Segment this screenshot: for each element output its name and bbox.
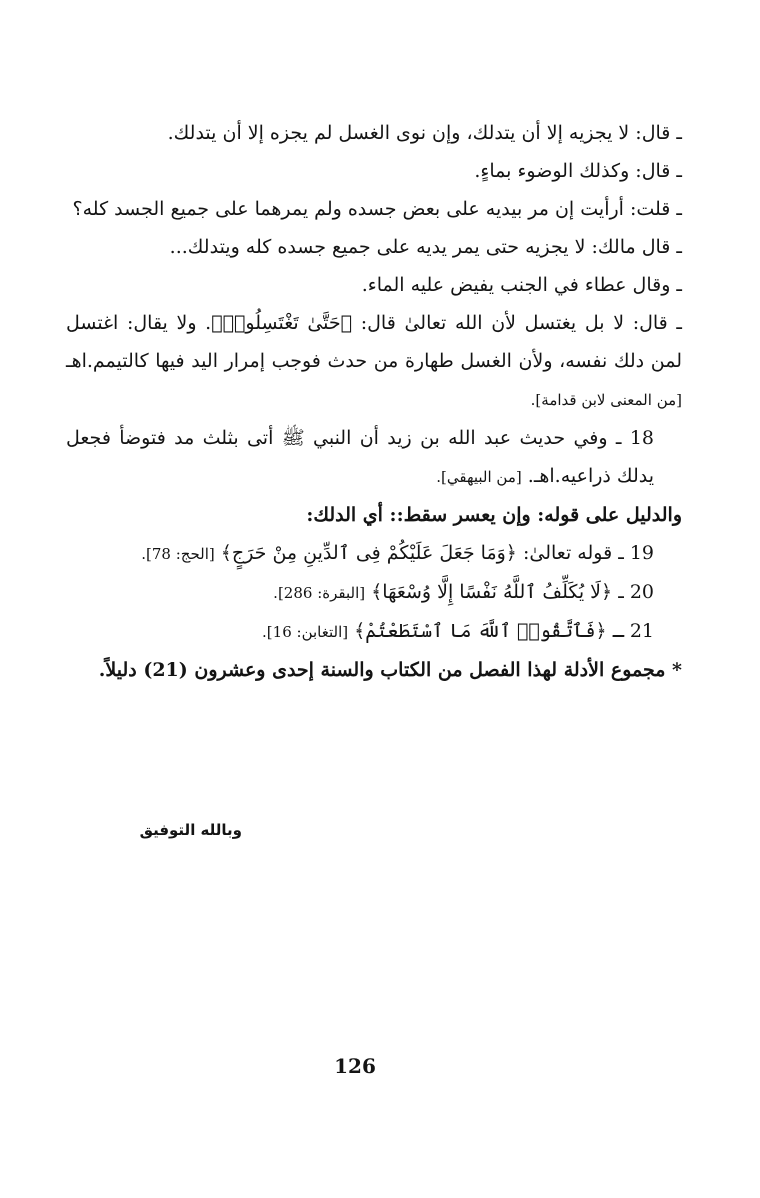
- evidence-item-19-source: [الحج: 78].: [141, 545, 215, 563]
- paragraph-2: ـ قال: وكذلك الوضوء بماءٍ.: [474, 160, 682, 182]
- paragraph-6-source: [من المعنى لابن قدامة].: [530, 391, 682, 409]
- paragraph-1: ـ قال: لا يجزيه إلا أن يتدلك، وإن نوى الغسل لم يجزه إلا أن يتدلك.: [167, 122, 682, 144]
- evidence-item-20-text: 20 ـ ﴿لَا يُكَلِّفُ ٱللَّهُ نَفْسًا إِلَّا وُسْعَهَا﴾: [371, 581, 654, 603]
- paragraph-6: [66, 304, 682, 419]
- paragraph-7-text: 18 ـ وفي حديث عبد الله بن زيد أن النبي ﷺ أتى بثلث مد فتوضأ فجعل يدلك ذراعيه.اهـ.: [66, 427, 654, 487]
- evidence-item-21: [66, 612, 682, 651]
- paragraph-7-source: [من البيهقي].: [436, 468, 522, 486]
- paragraph-3: ـ قلت: أرأيت إن مر بيديه على بعض جسده ولم يمرهما على جميع الجسد كله؟: [72, 198, 682, 220]
- paragraph-6-text: ـ قال: لا بل يغتسل لأن الله تعالىٰ قال: ﴿حَتَّىٰ تَغْتَسِلُوا۟﴾. ولا يقال: اغتسل لمن دلك نفسه، ولأن الغسل طهارة من حدث فوجب إمرار اليد فيها كالتيمم.اهـ: [66, 312, 682, 372]
- evidence-item-20: [66, 573, 682, 612]
- paragraph-5: ـ وقال عطاء في الجنب يفيض عليه الماء.: [361, 274, 682, 296]
- evidence-item-19: [66, 534, 682, 573]
- paragraph-4: ـ قال مالك: لا يجزيه حتى يمر يديه على جميع جسده كله ويتدلك...: [169, 236, 682, 258]
- evidence-item-21-text: 21 ـ ﴿فَٱتَّقُوا۟ ٱللَّهَ مَا ٱسْتَطَعْتُمْ﴾: [354, 620, 654, 642]
- page-number: 126: [334, 1054, 376, 1078]
- evidence-item-20-source: [البقرة: 286].: [273, 584, 366, 602]
- main-text: [66, 114, 682, 689]
- evidence-heading: والدليل على قوله: وإن يعسر سقط:: أي الدلك:: [306, 504, 682, 526]
- evidence-summary: * مجموع الأدلة لهذا الفصل من الكتاب والسنة إحدى وعشرون (21) دليلاً.: [98, 659, 682, 681]
- evidence-item-19-text: 19 ـ قوله تعالىٰ: ﴿وَمَا جَعَلَ عَلَيْكُمْ فِى ٱلدِّينِ مِنْ حَرَجٍ﴾: [220, 542, 654, 564]
- closing-phrase: وبالله التوفيق: [139, 821, 242, 839]
- evidence-item-21-source: [التغابن: 16].: [262, 623, 349, 641]
- paragraph-7: [66, 419, 682, 496]
